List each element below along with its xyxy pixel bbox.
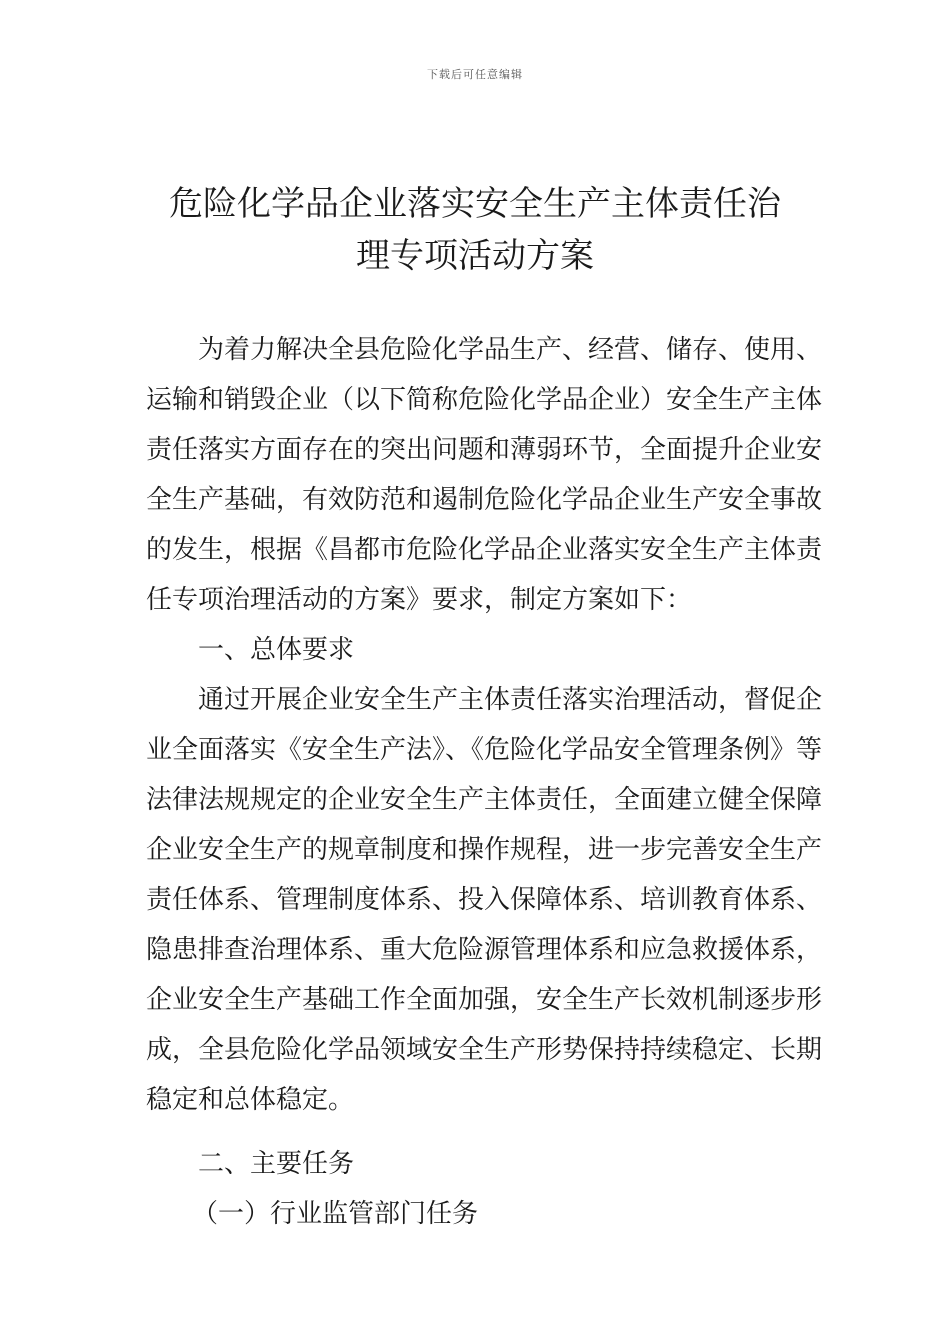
section-2-heading: 二、主要任务	[198, 1149, 355, 1179]
title-line-2: 理专项活动方案	[356, 236, 594, 276]
section-2-subheading-1: （一）行业监管部门任务	[192, 1199, 479, 1229]
intro-paragraph: 为着力解决全县危险化学品生产、经营、储存、使用、运输和销毁企业（以下简称危险化学品企业）安全生产主体责任落实方面存在的突出问题和薄弱环节，全面提升企业安全生产基础，有效防范和遏制危险化学品企业生产安全事故的发生，根据《昌都市危险化学品企业落实安全生产主体责任专项治理活动的方案》要求，制定方案如下：	[146, 335, 823, 615]
section-1-heading: 一、总体要求	[198, 635, 355, 665]
title-line-1: 危险化学品企业落实安全生产主体责任治	[169, 184, 781, 224]
document-body	[146, 325, 826, 1239]
header-note: 下载后可任意编辑	[427, 68, 523, 81]
document-title	[120, 178, 830, 282]
section-1-paragraph: 通过开展企业安全生产主体责任落实治理活动，督促企业全面落实《安全生产法》、《危险化学品安全管理条例》等法律法规规定的企业安全生产主体责任，全面建立健全保障企业安全生产的规章制度和操作规程，进一步完善安全生产责任体系、管理制度体系、投入保障体系、培训教育体系、隐患排查治理体系、重大危险源管理体系和应急救援体系，企业安全生产基础工作全面加强，安全生产长效机制逐步形成，全县危险化学品领域安全生产形势保持持续稳定、长期稳定和总体稳定。	[146, 685, 823, 1115]
